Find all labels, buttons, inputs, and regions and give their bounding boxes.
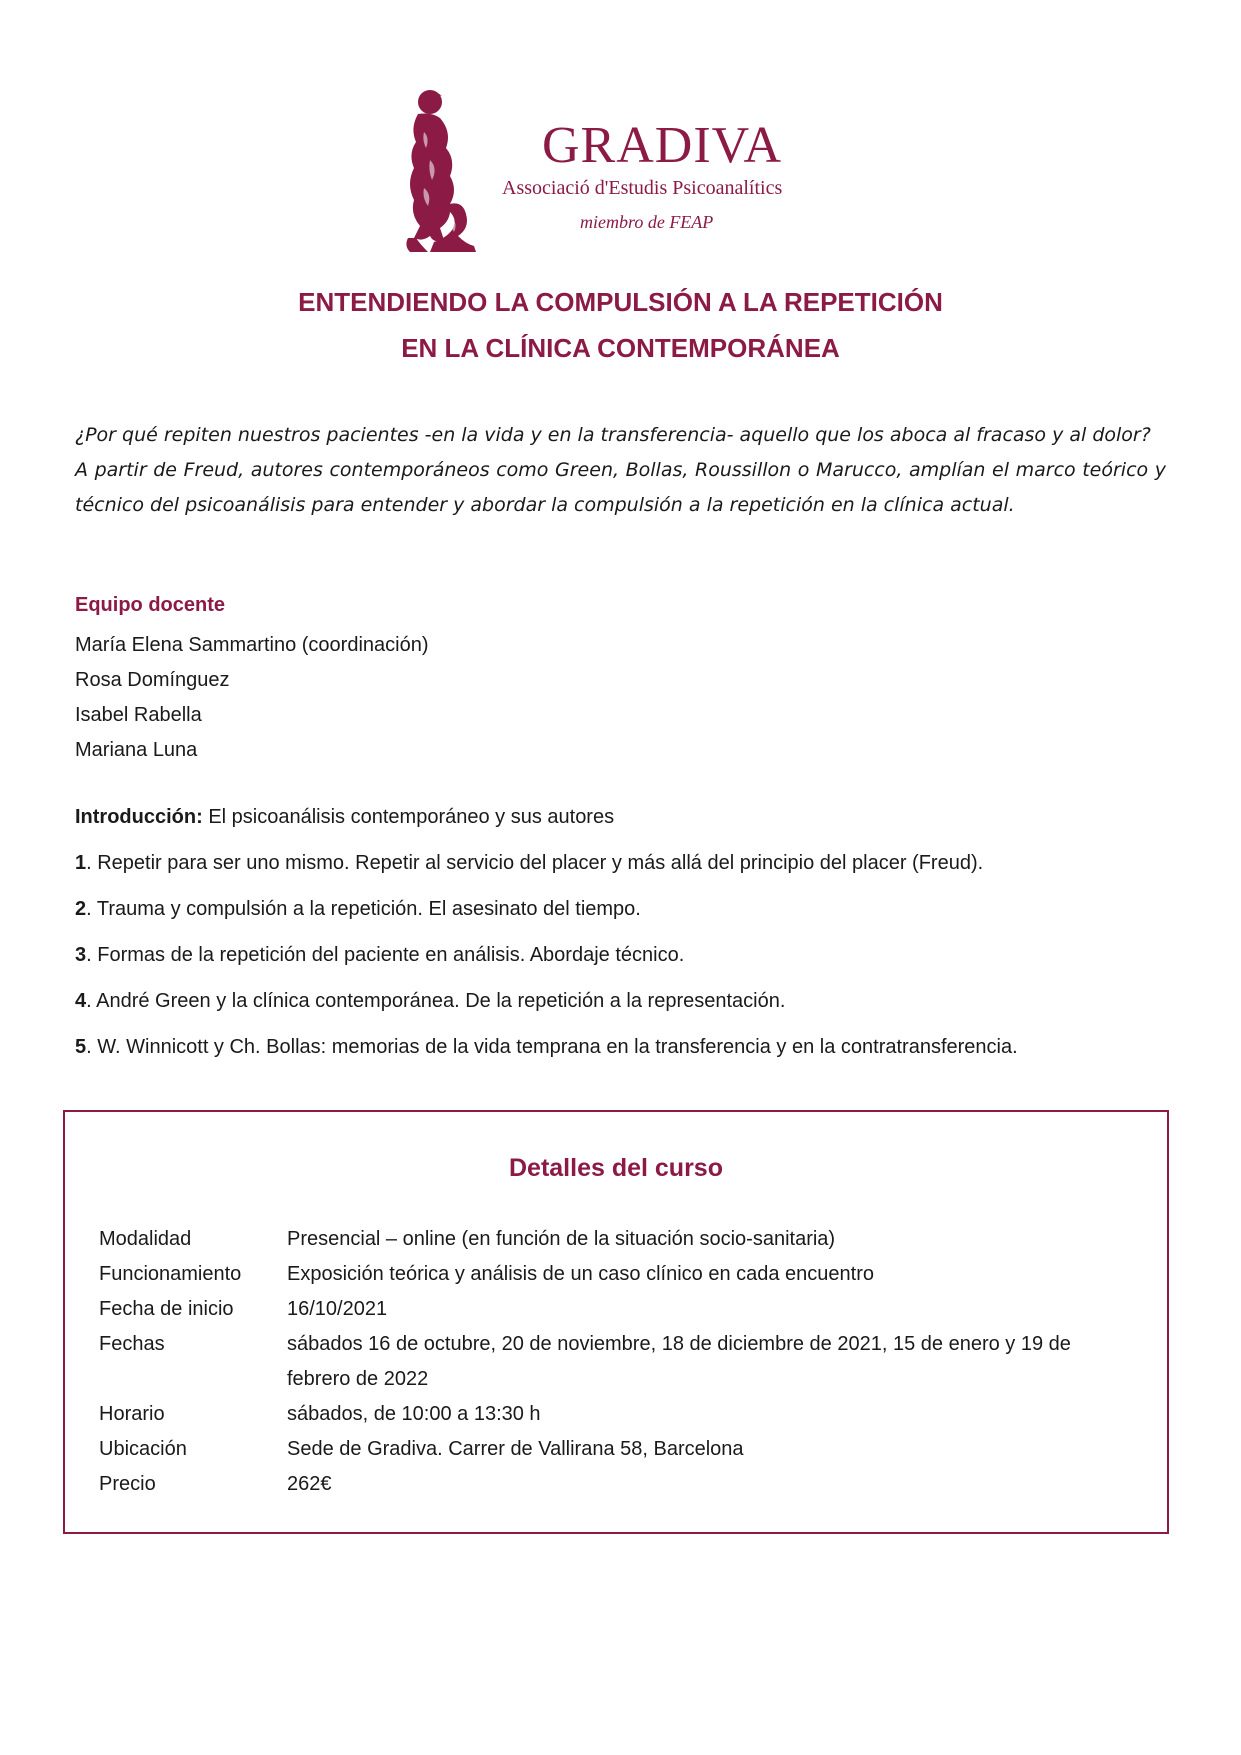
page-title-line-2: EN LA CLÍNICA CONTEMPORÁNEA	[401, 333, 840, 363]
program-item	[75, 848, 1175, 894]
detail-row	[99, 1327, 1139, 1397]
detail-key: Ubicación	[99, 1438, 187, 1460]
team-member: Rosa Domínguez	[75, 669, 230, 691]
course-details-table	[99, 1222, 1139, 1502]
program-item	[75, 894, 1175, 940]
team-member: María Elena Sammartino (coordinación)	[75, 634, 429, 656]
brand-member-note: miembro de FEAP	[580, 212, 714, 232]
detail-value: Presencial – online (en función de la situación socio-sanitaria)	[287, 1228, 836, 1250]
program-list	[75, 802, 1175, 1078]
detail-key: Modalidad	[99, 1228, 192, 1250]
program-item-text: . Trauma y compulsión a la repetición. El asesinato del tiempo.	[86, 898, 641, 920]
detail-row	[99, 1222, 1139, 1257]
detail-row	[99, 1467, 1139, 1502]
detail-row	[99, 1432, 1139, 1467]
team-heading: Equipo docente	[75, 594, 225, 616]
program-intro	[75, 802, 1175, 848]
detail-value: sábados 16 de octubre, 20 de noviembre, 18 de diciembre de 2021, 15 de enero y 19 de febrero de 2022	[287, 1333, 1071, 1390]
course-details-box	[63, 1110, 1169, 1534]
detail-key: Fechas	[99, 1333, 165, 1355]
program-item-number: 4	[75, 990, 87, 1012]
program-item-number: 5	[75, 1036, 87, 1058]
program-item-text: . W. Winnicott y Ch. Bollas: memorias de la vida temprana en la transferencia y en la contratransferencia.	[86, 1036, 1018, 1058]
course-details-title: Detalles del curso	[509, 1154, 723, 1182]
program-item-text: . André Green y la clínica contemporánea. De la repetición a la representación.	[86, 990, 786, 1012]
intro-description: A partir de Freud, autores contemporáneos como Green, Bollas, Roussillon o Marucco, amplían el marco teórico y técnico del psicoanálisis para entender y abordar la compulsión a la repetición en la clínica actual.	[75, 459, 1166, 516]
brand-name: GRADIVA	[542, 117, 783, 174]
team-list	[75, 628, 429, 768]
gradiva-figure-icon	[400, 88, 480, 254]
brand-subtitle: Associació d'Estudis Psicoanalítics	[502, 177, 783, 199]
detail-value: Sede de Gradiva. Carrer de Vallirana 58, Barcelona	[287, 1438, 744, 1460]
program-item-number: 1	[75, 852, 87, 874]
program-item-number: 3	[75, 944, 87, 966]
intro-paragraph	[75, 418, 1166, 523]
detail-value: sábados, de 10:00 a 13:30 h	[287, 1403, 541, 1425]
logo	[502, 116, 782, 234]
program-item-number: 2	[75, 898, 87, 920]
detail-key: Funcionamiento	[99, 1263, 242, 1285]
team-member: Isabel Rabella	[75, 704, 202, 726]
detail-row	[99, 1397, 1139, 1432]
detail-row	[99, 1257, 1139, 1292]
team-member: Mariana Luna	[75, 739, 198, 761]
page-title-line-1: ENTENDIENDO LA COMPULSIÓN A LA REPETICIÓN	[298, 287, 943, 317]
program-intro-label: Introducción:	[75, 806, 203, 828]
detail-value: 262€	[287, 1473, 332, 1495]
program-item	[75, 940, 1175, 986]
program-item	[75, 986, 1175, 1032]
detail-key: Precio	[99, 1473, 156, 1495]
program-item-text: . Repetir para ser uno mismo. Repetir al servicio del placer y más allá del principio del placer (Freud).	[86, 852, 984, 874]
detail-row	[99, 1292, 1139, 1327]
detail-key: Horario	[99, 1403, 165, 1425]
program-item	[75, 1032, 1175, 1078]
intro-question: ¿Por qué repiten nuestros pacientes -en la vida y en la transferencia- aquello que los aboca al fracaso y al dolor?	[75, 424, 1151, 446]
detail-key: Fecha de inicio	[99, 1298, 234, 1320]
program-item-text: . Formas de la repetición del paciente en análisis. Abordaje técnico.	[86, 944, 685, 966]
program-intro-text: El psicoanálisis contemporáneo y sus autores	[202, 806, 615, 828]
detail-value: Exposición teórica y análisis de un caso clínico en cada encuentro	[287, 1263, 875, 1285]
detail-value: 16/10/2021	[287, 1298, 388, 1320]
